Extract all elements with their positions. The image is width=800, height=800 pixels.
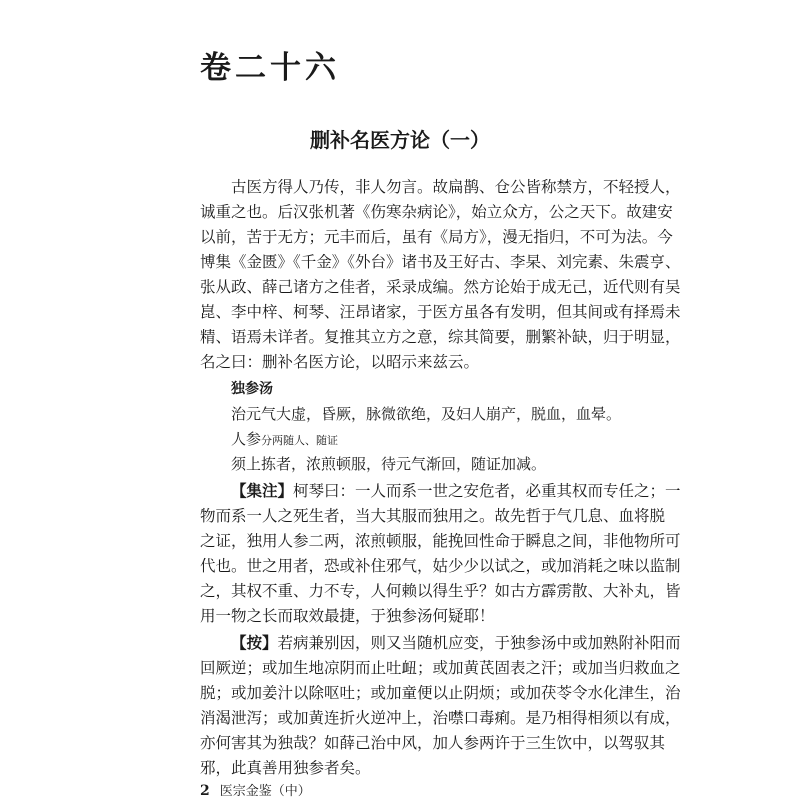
jizhu-line-2: 物而系一人之死生者，当大其服而独用之。故先哲于气几息、血将脱 [200,507,666,525]
jizhu-line-3: 之证，独用人参二两，浓煎顿服，能挽回性命于瞬息之间，非他物所可 [200,532,681,550]
an-line-3: 脱；或加姜汁以除呕吐；或加童便以止阴烦；或加茯苓令水化津生，治 [200,684,681,702]
formula-ingredient-note: 分两随人、随证 [261,434,339,447]
jizhu-line-5: 之，其权不重、力不专，人何赖以得生乎？如古方霹雳散、大补丸，皆 [200,582,681,600]
jizhu-label: 【集注】 [231,482,294,500]
formula-indication: 治元气大虚，昏厥，脉微欲绝，及妇人崩产，脱血，血晕。 [231,405,622,423]
intro-line-3: 以前，苦于无方；元丰而后，虽有《局方》，漫无指归，不可为法。今 [200,228,673,246]
formula-ingredient: 人参 [231,430,262,448]
intro-line-8: 名之曰：删补名医方论，以昭示来兹云。 [200,353,480,371]
intro-line-1: 古医方得人乃传，非人勿言。故扁鹊、仓公皆称禁方，不轻授人， [231,178,681,196]
page-number: 2 [200,783,210,799]
an-line-4: 消渴泄泻；或加黄连折火逆冲上，治噤口毒痢。是乃相得相须以有成， [200,709,681,727]
an-line-1 [200,633,681,653]
formula-ingredient-line [231,429,338,451]
intro-line-6: 崑、李中梓、柯琴、汪昂诸家，于医方虽各有发明，但其间或有择焉未 [200,303,681,321]
jizhu-line-6: 用一物之长而取效最捷，于独参汤何疑耶！ [200,607,495,625]
jizhu-text-1: 柯琴曰：一人而系一世之安危者，必重其权而专任之；一 [293,482,681,500]
jizhu-line-1 [200,481,681,501]
jizhu-line-4: 代也。世之用者，恐或补住邪气，姑少少以试之，或加消耗之味以监制 [200,557,681,575]
formula-name: 独参汤 [231,381,273,397]
an-line-6: 邪，此真善用独参者矣。 [200,759,371,777]
an-text-1: 若病兼别因，则又当随机应变，于独参汤中或加熟附补阳而 [277,634,681,652]
page-footer [200,780,311,799]
an-line-2: 回厥逆；或加生地凉阴而止吐衄；或加黄芪固表之汗；或加当归救血之 [200,659,681,677]
intro-line-2: 诚重之也。后汉张机著《伤寒杂病论》，始立众方，公之天下。故建安 [200,203,673,221]
intro-line-7: 精、语焉未详者。复推其立方之意，综其简要，删繁补缺，归于明显， [200,328,681,346]
book-title: 医宗金鉴（中） [219,784,311,799]
volume-title: 卷二十六 [200,50,340,86]
intro-line-5: 张从政、薛己诸方之佳者，采录成编。然方论始于成无己，近代则有吴 [200,278,681,296]
intro-line-4: 博集《金匮》《千金》《外台》诸书及王好古、李杲、刘完素、朱震亨、 [200,253,681,271]
section-title: 删补名医方论（一） [310,128,490,152]
formula-usage: 须上拣者，浓煎顿服，待元气渐回，随证加减。 [231,455,547,473]
an-label: 【按】 [231,634,278,652]
an-line-5: 亦何害其为独哉？如薛己治中风，加人参两许于三生饮中，以驾驭其 [200,734,666,752]
